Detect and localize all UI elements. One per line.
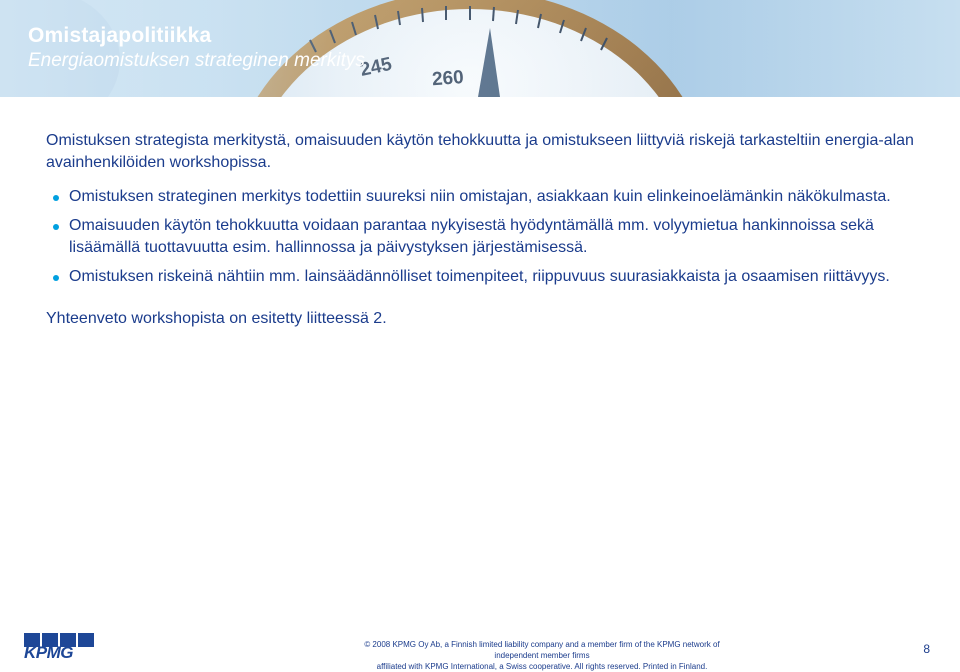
page-number: 8 — [923, 642, 930, 656]
header-banner — [0, 0, 960, 97]
bullet-dot-icon — [53, 224, 59, 230]
bullet-text: Omistuksen riskeinä nähtiin mm. lainsäädännölliset toimenpiteet, riippuvuus suurasiakkaista ja osaamisen riittävyys. — [69, 268, 890, 285]
summary-paragraph: Yhteenveto workshopista on esitetty liitteessä 2. — [46, 310, 387, 327]
logo-square — [78, 633, 94, 647]
bullet-item — [46, 215, 926, 259]
copyright-line: affiliated with KPMG International, a Swiss cooperative. All rights reserved. Printed in Finland. — [376, 662, 708, 671]
intro-paragraph: Omistuksen strategista merkitystä, omaisuuden käytön tehokkuutta ja omistukseen liittyviä riskejä tarkasteltiin energia-alan avainhenkilöiden workshopissa. — [46, 132, 914, 171]
copyright-line: © 2008 KPMG Oy Ab, a Finnish limited liability company and a member firm of the KPMG network of independent member firms — [364, 640, 720, 660]
bullet-dot-icon — [53, 195, 59, 201]
compass-gauge-image — [0, 0, 960, 97]
kpmg-logo — [24, 633, 94, 661]
bullet-list — [46, 186, 926, 288]
slide-content — [46, 130, 926, 330]
bullet-text: Omistuksen strateginen merkitys todettiin suureksi niin omistajan, asiakkaan kuin elinkeinoelämänkin näkökulmasta. — [69, 188, 891, 205]
page-title: Omistajapolitiikka — [28, 24, 212, 47]
page-subtitle: Energiaomistuksen strateginen merkitys — [28, 50, 365, 71]
bullet-item — [46, 266, 926, 288]
bullet-item — [46, 186, 926, 208]
bullet-text: Omaisuuden käytön tehokkuutta voidaan parantaa nykyisestä hyödyntämällä mm. volyymietua hankinnoissa sekä lisäämällä tuottavuutta esim. hallinnossa ja päivystyksen järjestämisessä. — [69, 217, 874, 256]
bullet-dot-icon — [53, 275, 59, 281]
footer-copyright — [352, 639, 732, 672]
logo-text: KPMG — [24, 643, 73, 662]
